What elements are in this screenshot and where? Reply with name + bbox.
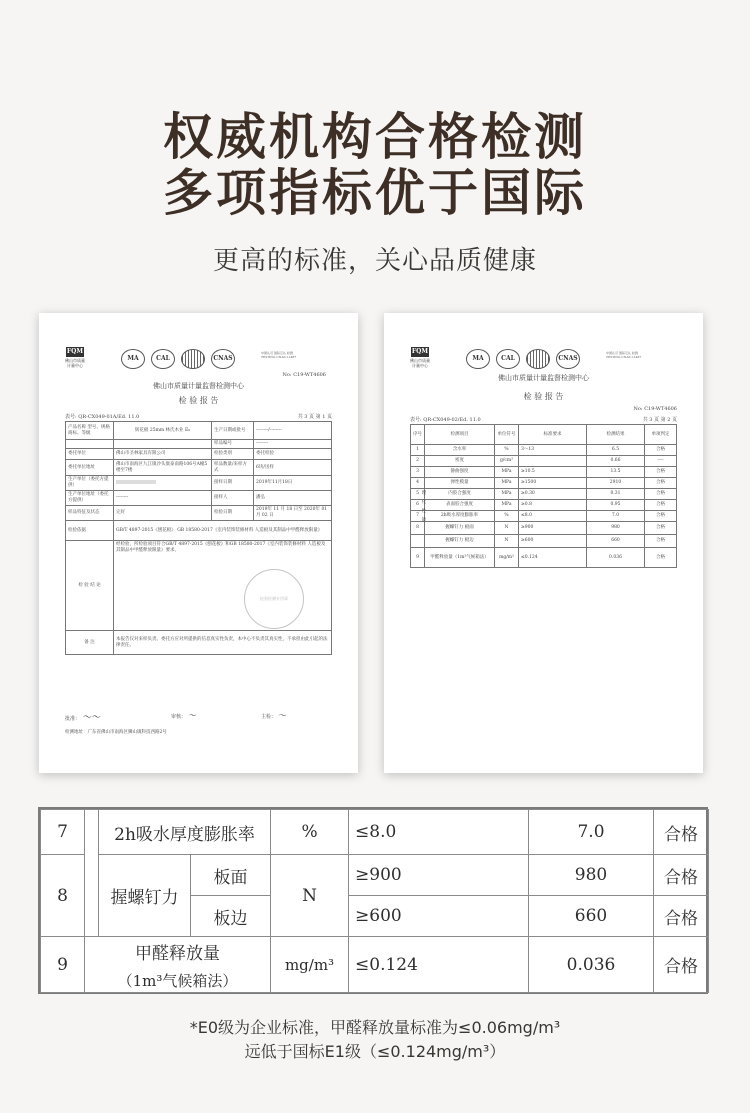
cell: 0.31 <box>587 489 645 500</box>
report-page-2 <box>384 313 703 773</box>
header-cell: 单项判定 <box>645 425 677 445</box>
cell: 静曲强度 <box>425 467 495 478</box>
cell: ≥10.5 <box>519 467 587 478</box>
report-title: 检 验 报 告 <box>178 396 219 405</box>
cell: ≥1500 <box>519 478 587 489</box>
header-cell: 检测结果 <box>587 425 645 445</box>
cell: 接样人 <box>212 491 254 506</box>
verdict: 合格 <box>654 896 709 937</box>
ilac-seal-icon <box>181 349 205 369</box>
table-row <box>411 500 677 511</box>
cell: ≥600 <box>519 535 587 548</box>
cell: 合格 <box>645 511 677 522</box>
headline-line-2: 多项指标优于国际 <box>163 164 587 222</box>
result: 7.0 <box>529 810 654 855</box>
cell: 6块/送样 <box>254 460 332 476</box>
footnote-line-2: 远低于国标E1级（≤0.124mg/m³） <box>244 1042 506 1061</box>
cell: 委托检验 <box>254 449 332 460</box>
cell: 生产单位地址（委托方提供） <box>66 491 114 506</box>
cell <box>66 440 114 449</box>
cell: --------/-------- <box>254 422 332 440</box>
cell: ≤0.124 <box>519 548 587 568</box>
cell: 3 <box>411 467 425 478</box>
cell: 备 注 <box>66 631 114 655</box>
table-row <box>41 810 709 855</box>
cell: MPa <box>495 500 519 511</box>
table-row <box>411 478 677 489</box>
form-number: 表号: QR-CX049-02/Ed. 11.0 <box>410 417 481 423</box>
header-cell: 序号 <box>411 425 425 445</box>
cell: 检验日期 <box>212 506 254 521</box>
requirement: ≥900 <box>349 855 529 896</box>
cell: -------- <box>254 440 332 449</box>
cell: GB/T 4897-2015《刨花板》 GB 18580-2017《室内装饰装修材料 人造板及其制品中甲醛释放限量》 <box>114 521 332 541</box>
conclusion-cell <box>114 541 332 631</box>
cell: ≥900 <box>519 522 587 535</box>
cell: 样品数量/来样方式 <box>212 460 254 476</box>
page-count: 共 3 页 第 2 页 <box>642 417 677 423</box>
test-results-table <box>410 424 677 568</box>
table-row <box>41 855 709 896</box>
cell: 合格 <box>645 489 677 500</box>
cell: N <box>495 522 519 535</box>
approver-signature: 批准： ～～ <box>65 713 101 723</box>
cell: g/cm³ <box>495 456 519 467</box>
ma-seal-icon: MA <box>121 349 145 369</box>
cell: 1 <box>411 445 425 456</box>
item-name <box>85 937 271 993</box>
ilac-seal-icon <box>526 349 550 369</box>
lab-name: 佛山市质量计量监督检测中心 <box>153 382 244 390</box>
cell: 握螺钉力 板边 <box>425 535 495 548</box>
unit: N <box>271 855 349 937</box>
cell: ≥0.8 <box>519 500 587 511</box>
form-number: 表号: QR-CX049-01A/Ed. 11.0 <box>65 414 140 420</box>
cell: 弹性模量 <box>425 478 495 489</box>
cell: 委托单位地址 <box>66 460 114 476</box>
seal-caption: 中国认可 国际互认 检测 TESTING CNAS L1487 <box>606 351 642 359</box>
cell: 样品编号 <box>212 440 254 449</box>
unit: % <box>271 810 349 855</box>
verdict: 合格 <box>654 937 709 993</box>
item-name-line-1: 甲醛释放量 <box>135 943 220 964</box>
cell: 660 <box>587 535 645 548</box>
cell: 检验类别 <box>212 449 254 460</box>
cell <box>519 456 587 467</box>
table-row <box>411 548 677 568</box>
cell: 5 <box>411 489 425 500</box>
cell: 7.0 <box>587 511 645 522</box>
footnote <box>0 1016 750 1064</box>
verdict: 合格 <box>654 810 709 855</box>
header-cell: 检测项目 <box>425 425 495 445</box>
cell <box>114 440 212 449</box>
cell: N <box>495 535 519 548</box>
result: 660 <box>529 896 654 937</box>
table-row <box>411 445 677 456</box>
cell: 8 <box>411 522 425 535</box>
result: 0.036 <box>529 937 654 993</box>
cell: 6.5 <box>587 445 645 456</box>
cell: MPa <box>495 467 519 478</box>
cell: 2910 <box>587 478 645 489</box>
cell: 生产日期或批号 <box>212 422 254 440</box>
page-count: 共 3 页 第 1 页 <box>297 414 332 420</box>
lab-name: 佛山市质量计量监督检测中心 <box>498 374 589 382</box>
report-title: 检 验 报 告 <box>523 392 564 401</box>
cell: 表面胶合强度 <box>425 500 495 511</box>
unit: mg/m³ <box>271 937 349 993</box>
table-row <box>411 467 677 478</box>
cell: % <box>495 445 519 456</box>
item-name: 2h吸水厚度膨胀率 <box>99 810 271 855</box>
cell: 9 <box>411 548 425 568</box>
official-stamp-icon: 检验检测专用章 <box>244 569 304 629</box>
table-row <box>41 937 709 993</box>
cell: 3～13 <box>519 445 587 456</box>
sub-item: 板边 <box>191 896 271 937</box>
table-row <box>411 535 677 548</box>
cell: 2019年11月18日 <box>254 476 332 491</box>
cell: 检验依据 <box>66 521 114 541</box>
requirement: ≥600 <box>349 896 529 937</box>
group-label: 理化性能 <box>421 491 427 523</box>
cell: 合格 <box>645 467 677 478</box>
cal-seal-icon: CAL <box>151 349 175 369</box>
verdict: 合格 <box>654 855 709 896</box>
table-row <box>411 456 677 467</box>
table-row <box>411 489 677 500</box>
cell: 握螺钉力 板面 <box>425 522 495 535</box>
cell: 13.5 <box>587 467 645 478</box>
cell: MPa <box>495 478 519 489</box>
report-page-1 <box>39 313 358 773</box>
cell: 接样日期 <box>212 476 254 491</box>
cell: ---- <box>645 456 677 467</box>
cell: 潘弘 <box>254 491 332 506</box>
result: 980 <box>529 855 654 896</box>
cell: 0.036 <box>587 548 645 568</box>
cell: 4 <box>411 478 425 489</box>
cell: 980 <box>587 522 645 535</box>
cell: 合格 <box>645 445 677 456</box>
cell: 合格 <box>645 478 677 489</box>
cell: 含水率 <box>425 445 495 456</box>
cell <box>411 535 425 548</box>
cell: -------- <box>114 491 212 506</box>
lab-logo: FQM 佛山市质量计量中心 <box>410 348 430 368</box>
cell: 产品名称 型号、规格 商标、等级 <box>66 422 114 440</box>
cell: 7 <box>411 511 425 522</box>
cell: 甲醛释放量（1m³气候箱法） <box>425 548 495 568</box>
cell: MPa <box>495 489 519 500</box>
cell: 委托单位 <box>66 449 114 460</box>
cell: 佛山市圣林家具有限公司 <box>114 449 212 460</box>
sub-item: 板面 <box>191 855 271 896</box>
cell: ≤8.0 <box>519 511 587 522</box>
header-cell: 单位符号 <box>495 425 519 445</box>
cell: 6 <box>411 500 425 511</box>
requirement: ≤0.124 <box>349 937 529 993</box>
item-name-line-2: （1m³气候箱法） <box>117 971 238 990</box>
inspector-signature: 主检： ～ <box>261 711 287 720</box>
cell: 生产单位（委托方提供） <box>66 476 114 491</box>
cell: ≥0.30 <box>519 489 587 500</box>
header-cell: 标准要求 <box>519 425 587 445</box>
ma-seal-icon: MA <box>466 349 490 369</box>
cell <box>114 476 212 491</box>
group-cell <box>85 810 99 937</box>
cell: 合格 <box>645 548 677 568</box>
row-number: 8 <box>41 855 85 937</box>
test-address: 检测地址：广东省佛山市南海区狮山镇科技西路2号 <box>65 730 167 735</box>
cal-seal-icon: CAL <box>496 349 520 369</box>
cell: mg/m³ <box>495 548 519 568</box>
zoomed-results-table <box>38 807 708 994</box>
cell: 完好 <box>114 506 212 521</box>
cell: 2019年 11 月 18 日至 2020年 01 月 02 日 <box>254 506 332 521</box>
cell: 2 <box>411 456 425 467</box>
table-row <box>411 511 677 522</box>
lab-logo: FQM 佛山市质量计量中心 <box>65 348 85 368</box>
cell: 韧花板 25mm 林氏木业 E₀ <box>114 422 212 440</box>
row-number: 7 <box>41 810 85 855</box>
cell: 样品特征及状态 <box>66 506 114 521</box>
cell: 密度 <box>425 456 495 467</box>
cell: % <box>495 511 519 522</box>
report-number: No: C19-WT4606 <box>282 372 326 378</box>
table-row <box>411 522 677 535</box>
cell: 佛山市南海区九江镇沙头康泰南路106号A幢5楼至7楼 <box>114 460 212 476</box>
cnas-seal-icon: CNAS <box>556 349 580 369</box>
requirement: ≤8.0 <box>349 810 529 855</box>
cell: 合格 <box>645 500 677 511</box>
cell: 合格 <box>645 535 677 548</box>
subtitle: 更高的标准，关心品质健康 <box>212 246 537 276</box>
cell: 本报告仅对来样负责。委托方应对所提供的信息真实性负责，本中心不负责其真实性，不承担由此引起的法律责任。 <box>114 631 332 655</box>
reviewer-signature: 审核： ～ <box>171 711 197 720</box>
report-number: No: C19-WT4606 <box>633 406 677 412</box>
footnote-line-1: *E0级为企业标准，甲醛释放量标准为≤0.06mg/m³ <box>189 1018 561 1037</box>
cell: 0.66 <box>587 456 645 467</box>
row-number: 9 <box>41 937 85 993</box>
headline-line-1: 权威机构合格检测 <box>163 108 587 166</box>
cell: 合格 <box>645 522 677 535</box>
cell: 2h吸水厚度膨胀率 <box>425 511 495 522</box>
cell: 0.95 <box>587 500 645 511</box>
seal-caption: 中国认可 国际互认 检测 TESTING CNAS L1487 <box>261 351 297 359</box>
conclusion-text: 经检验，所检验项目符合GB/T 4897-2015《刨花板》和GB 18580-2017《室内装饰装修材料 人造板及其制品中甲醛释放限量》要求。 <box>116 542 326 553</box>
item-name: 握螺钉力 <box>99 855 191 937</box>
cnas-seal-icon: CNAS <box>211 349 235 369</box>
report-info-table <box>65 421 332 655</box>
cell: 内胶合强度 <box>425 489 495 500</box>
cell: 检 验 结 论 <box>66 541 114 631</box>
